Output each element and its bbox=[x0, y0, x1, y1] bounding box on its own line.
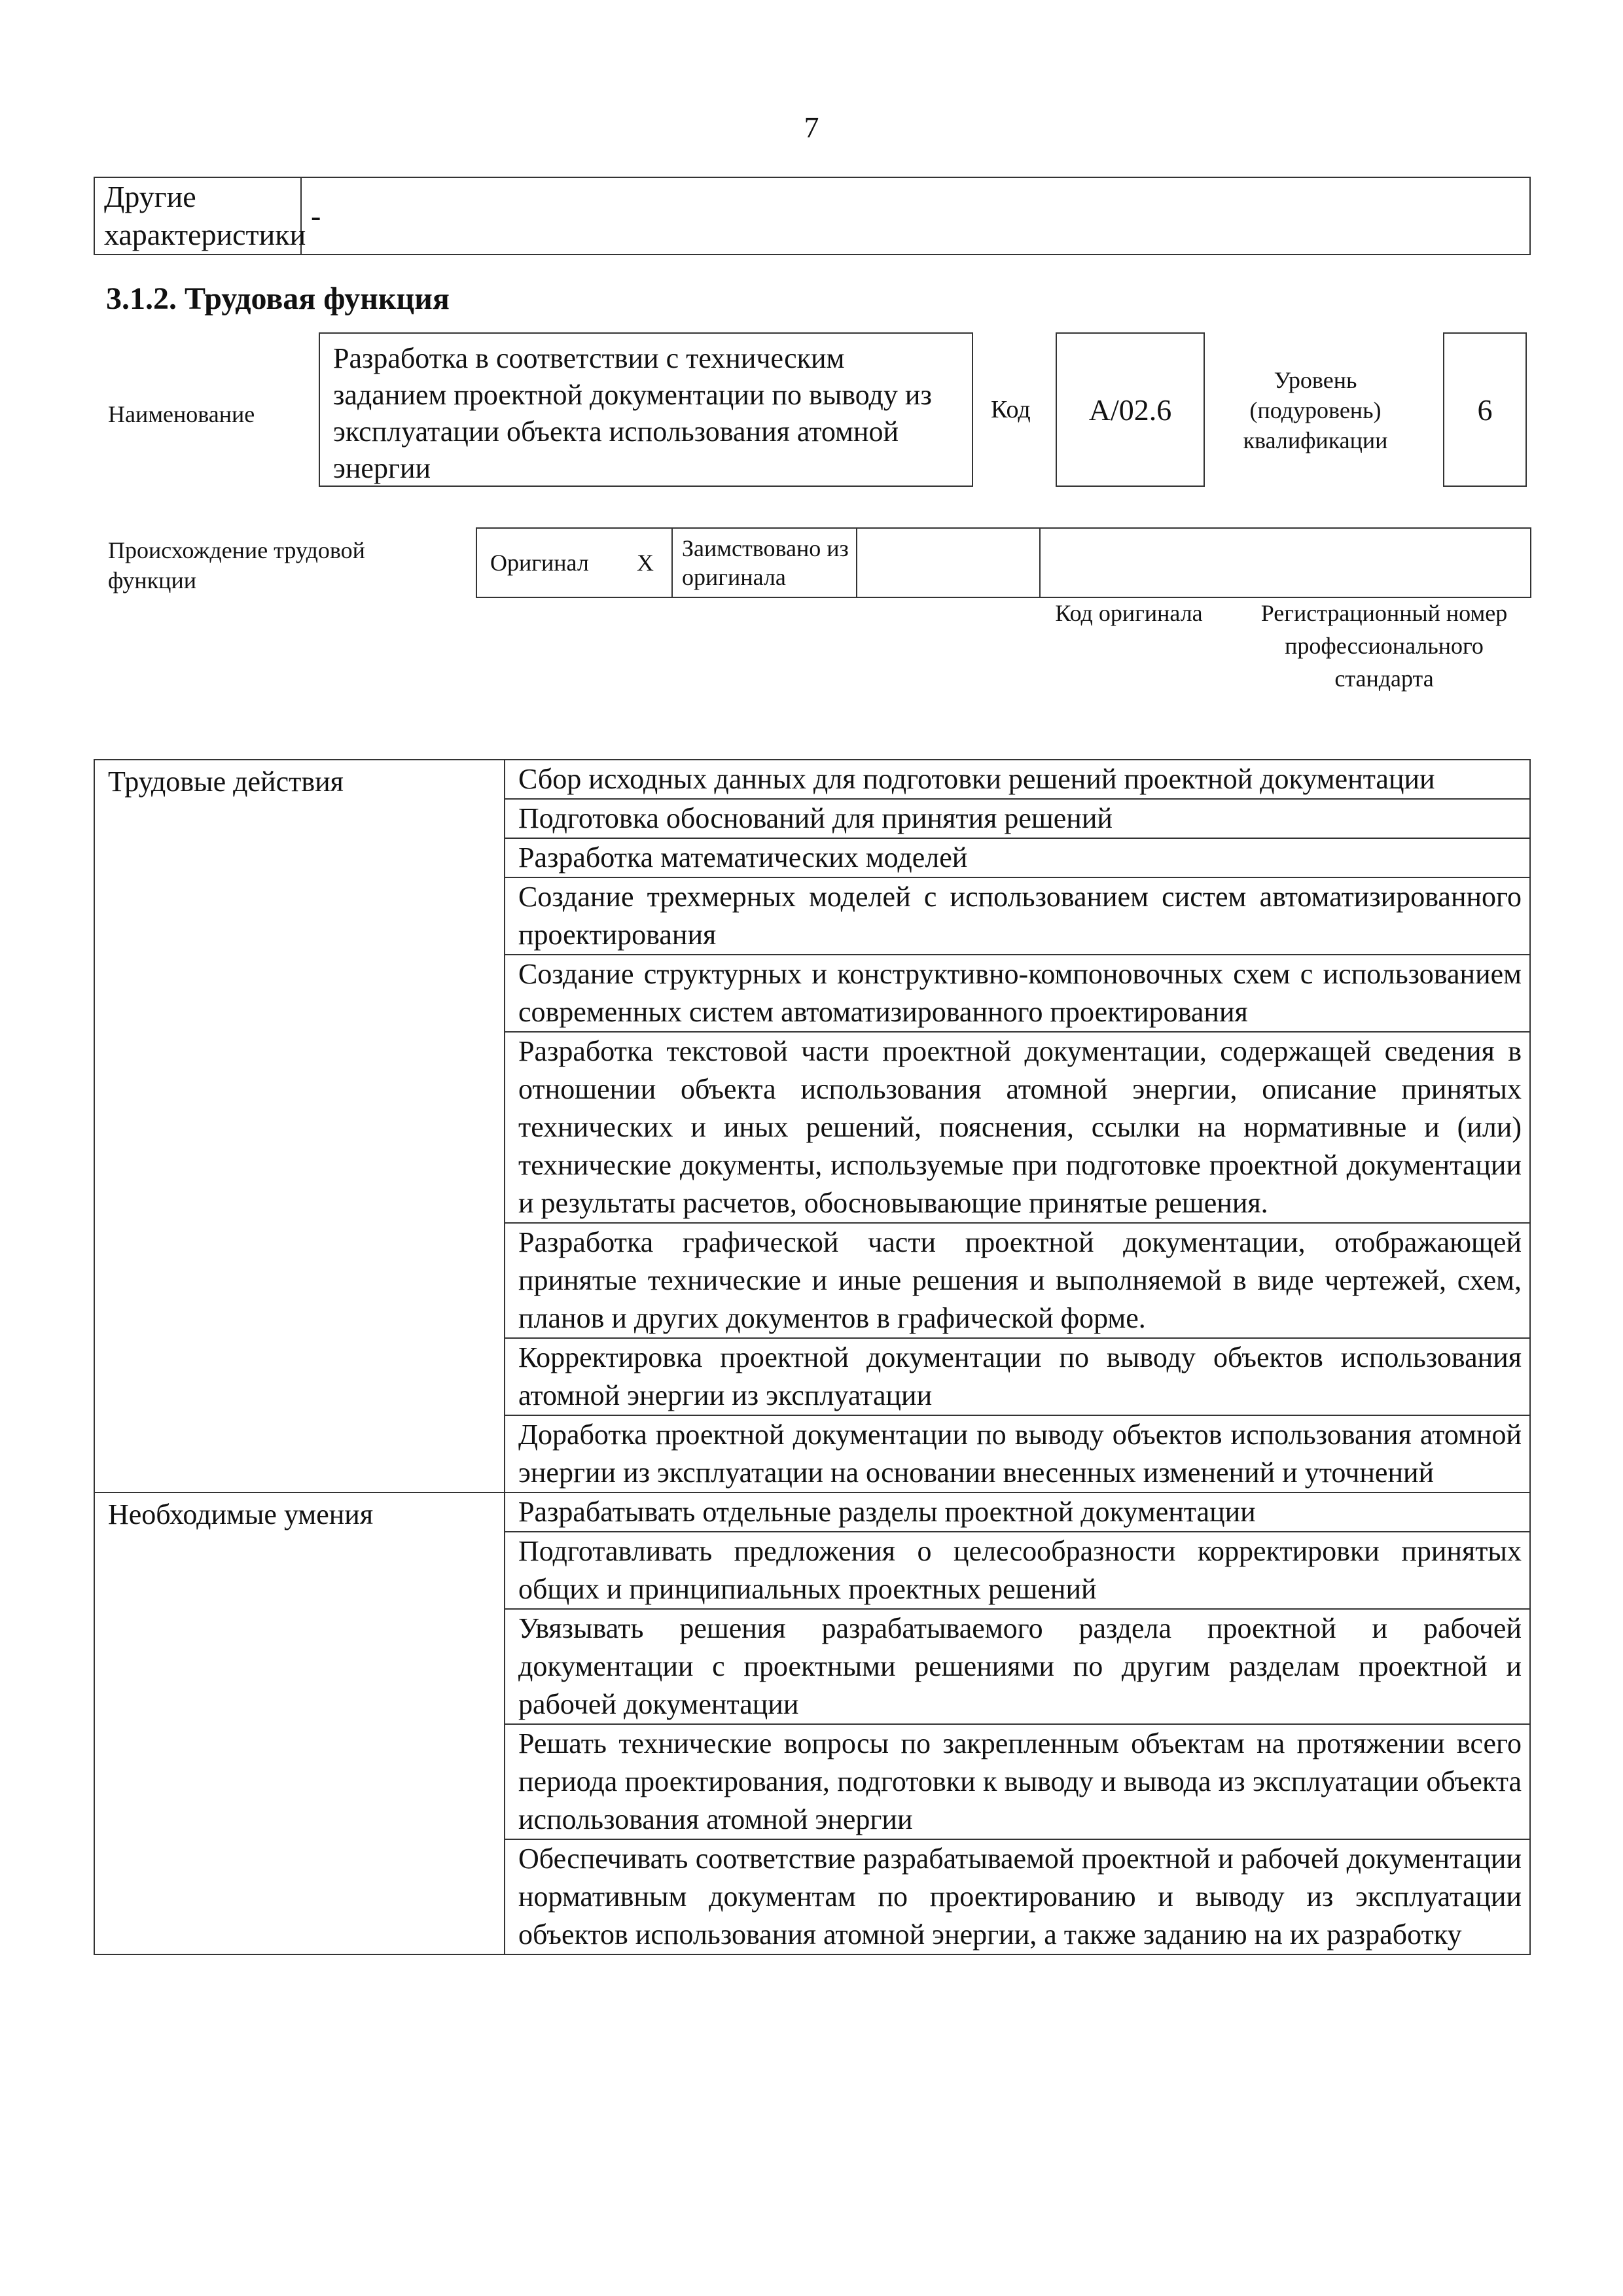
origin-mark: X bbox=[619, 528, 672, 597]
origin-label: Происхождение трудовой функции bbox=[108, 537, 365, 593]
skill: Разрабатывать отдельные разделы проектной документации bbox=[505, 1492, 1530, 1532]
labor-action: Разработка графической части проектной документации, отображающей принятые технические и иные решения и выполняемой в виде чертежей, схем, планов и других документов в графической форме. bbox=[505, 1223, 1530, 1338]
name-value: Разработка в соответствии с техническим заданием проектной документации по выводу из эксплуатации объекта использования атомной энергии bbox=[319, 332, 973, 487]
labor-action: Корректировка проектной документации по выводу объектов использования атомной энергии из эксплуатации bbox=[505, 1338, 1530, 1415]
origin-original: Оригинал bbox=[476, 528, 619, 597]
skill: Увязывать решения разрабатываемого раздела проектной и рабочей документации с проектными решениями по другим разделам проектной и рабочей документации bbox=[505, 1609, 1530, 1724]
code-label: Код bbox=[991, 396, 1031, 423]
origin-code-cell bbox=[857, 528, 1040, 597]
other-characteristics-table bbox=[94, 177, 1531, 255]
code-original-label: Код оригинала bbox=[1055, 600, 1203, 626]
skill: Решать технические вопросы по закрепленным объектам на протяжении всего периода проектирования, подготовки к выводу и вывода из эксплуатации объекта использования атомной энергии bbox=[505, 1724, 1530, 1839]
labor-action: Подготовка обоснований для принятия решений bbox=[505, 799, 1530, 838]
labor-function-table bbox=[94, 759, 1531, 1955]
skill: Подготавливать предложения о целесообразности корректировки принятых общих и принципиальных проектных решений bbox=[505, 1532, 1530, 1609]
labor-action: Доработка проектной документации по выводу объектов использования атомной энергии из эксплуатации на основании внесенных изменений и уточнений bbox=[505, 1415, 1530, 1492]
reg-number-label: Регистрационный номер профессионального стандарта bbox=[1260, 600, 1508, 692]
labor-actions-label: Трудовые действия bbox=[94, 760, 505, 1492]
section-title: 3.1.2. Трудовая функция bbox=[106, 281, 450, 316]
origin-reg-number-cell bbox=[1040, 528, 1531, 597]
skill-row bbox=[94, 1492, 1530, 1532]
code-value: А/02.6 bbox=[1056, 332, 1205, 487]
origin-borrowed: Заимствовано из оригинала bbox=[672, 528, 857, 597]
labor-action: Создание структурных и конструктивно-компоновочных схем с использованием современных систем автоматизированного проектирования bbox=[505, 955, 1530, 1032]
labor-action-row bbox=[94, 760, 1530, 799]
level-value: 6 bbox=[1443, 332, 1527, 487]
labor-action: Сбор исходных данных для подготовки решений проектной документации bbox=[505, 760, 1530, 799]
labor-action: Разработка текстовой части проектной документации, содержащей сведения в отношении объекта использования атомной энергии, описание принятых технических и иных решений, пояснения, ссылки на нормативные и (или) технические документы, используемые при подготовке проектной документации и результаты расчетов, обосновывающие принятые решения. bbox=[505, 1032, 1530, 1223]
origin-table bbox=[476, 527, 1531, 598]
other-characteristics-label: Другие характеристики bbox=[94, 177, 301, 255]
labor-action: Разработка математических моделей bbox=[505, 838, 1530, 877]
skill: Обеспечивать соответствие разрабатываемой проектной и рабочей документации нормативным документам по проектированию и выводу из эксплуатации объектов использования атомной энергии, а также заданию на их разработку bbox=[505, 1839, 1530, 1954]
name-label: Наименование bbox=[108, 401, 255, 427]
level-label: Уровень (подуровень) квалификации bbox=[1243, 367, 1388, 453]
labor-action: Создание трехмерных моделей с использованием систем автоматизированного проектирования bbox=[505, 877, 1530, 955]
other-characteristics-value: - bbox=[301, 177, 1530, 255]
skills-label: Необходимые умения bbox=[94, 1492, 505, 1954]
page-number: 7 bbox=[804, 111, 819, 144]
